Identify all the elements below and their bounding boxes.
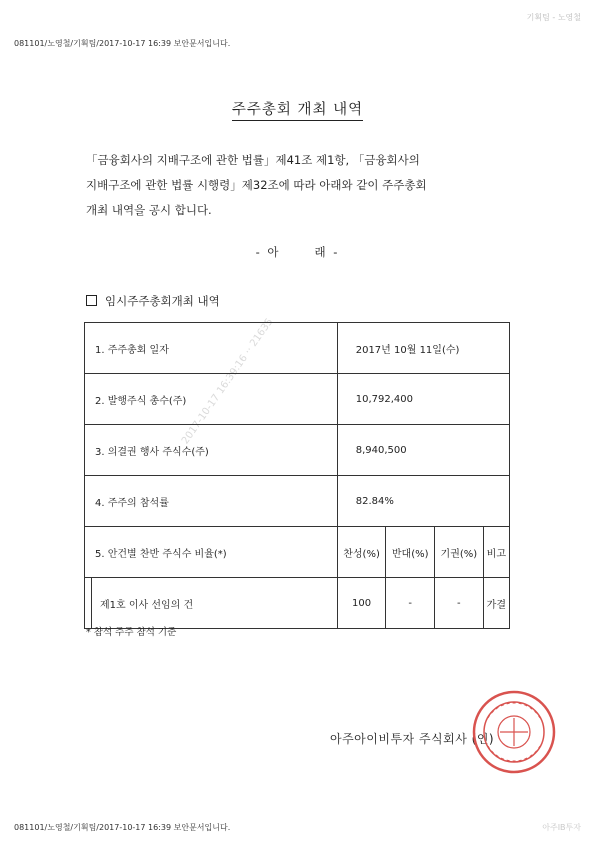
- table-row: [85, 476, 510, 527]
- header-watermark-right: 기획팀 - 노영철: [526, 13, 581, 22]
- table-row: [85, 374, 510, 425]
- table-row: [85, 527, 510, 578]
- page-title-text: 주주총회 개최 내역: [232, 102, 363, 121]
- meeting-table: [84, 322, 510, 629]
- row-value: 8,940,500: [337, 425, 509, 476]
- footnote: * 참석 주주 참석 기준: [86, 627, 177, 638]
- seal-icon: [470, 688, 558, 776]
- row-value: 82.84%: [337, 476, 509, 527]
- col-header-abstain: 기권(%): [435, 527, 484, 578]
- row-label: 3. 의결권 행사 주식수(주): [85, 425, 338, 476]
- checkbox-square-icon: [86, 295, 97, 306]
- row-label: 4. 주주의 참석률: [85, 476, 338, 527]
- header-security-notice: 081101/노영철/기획팀/2017-10-17 16:39 보안문서입니다.: [14, 39, 231, 48]
- indent-cell: [85, 578, 92, 629]
- col-header-oppose: 반대(%): [386, 527, 435, 578]
- row-value: 2017년 10월 11일(수): [337, 323, 509, 374]
- table-row: [85, 323, 510, 374]
- row-label: 2. 발행주식 총수(주): [85, 374, 338, 425]
- footer-company-mark: 아주IB투자: [542, 823, 581, 832]
- page-title: [0, 98, 595, 119]
- agenda-abstain: -: [435, 578, 484, 629]
- table-row: [85, 578, 510, 629]
- company-signature: 아주아이비투자 주식회사 (인): [330, 732, 495, 746]
- footer-security-notice: 081101/노영철/기획팀/2017-10-17 16:39 보안문서입니다.: [14, 823, 231, 832]
- agenda-approve: 100: [337, 578, 386, 629]
- intro-line: 지배구조에 관한 법률 시행령」제32조에 따라 아래와 같이 주주총회: [86, 178, 427, 192]
- row-value: 10,792,400: [337, 374, 509, 425]
- ara-text: - 아 래 -: [255, 245, 340, 259]
- intro-line: 개최 내역을 공시 합니다.: [86, 203, 212, 217]
- row-label: 1. 주주총회 일자: [85, 323, 338, 374]
- col-header-remarks: 비고: [483, 527, 509, 578]
- agenda-remarks: 가결: [483, 578, 509, 629]
- agenda-oppose: -: [386, 578, 435, 629]
- section-title: 임시주주총회개최 내역: [105, 294, 220, 308]
- company-seal: [470, 688, 558, 780]
- intro-line: 「금융회사의 지배구조에 관한 법률」제41조 제1항, 「금융회사의: [86, 153, 420, 167]
- ara-heading: [0, 244, 595, 260]
- row-label: 5. 안건별 찬반 주식수 비율(*): [85, 527, 338, 578]
- section-heading: [86, 293, 220, 309]
- col-header-approve: 찬성(%): [337, 527, 386, 578]
- intro-paragraph: [86, 148, 516, 223]
- table-row: [85, 425, 510, 476]
- watermark-stamp: 2017-10-17 16:39:16 ·· 21635: [180, 316, 276, 447]
- agenda-item: 제1호 이사 선임의 건: [92, 578, 338, 629]
